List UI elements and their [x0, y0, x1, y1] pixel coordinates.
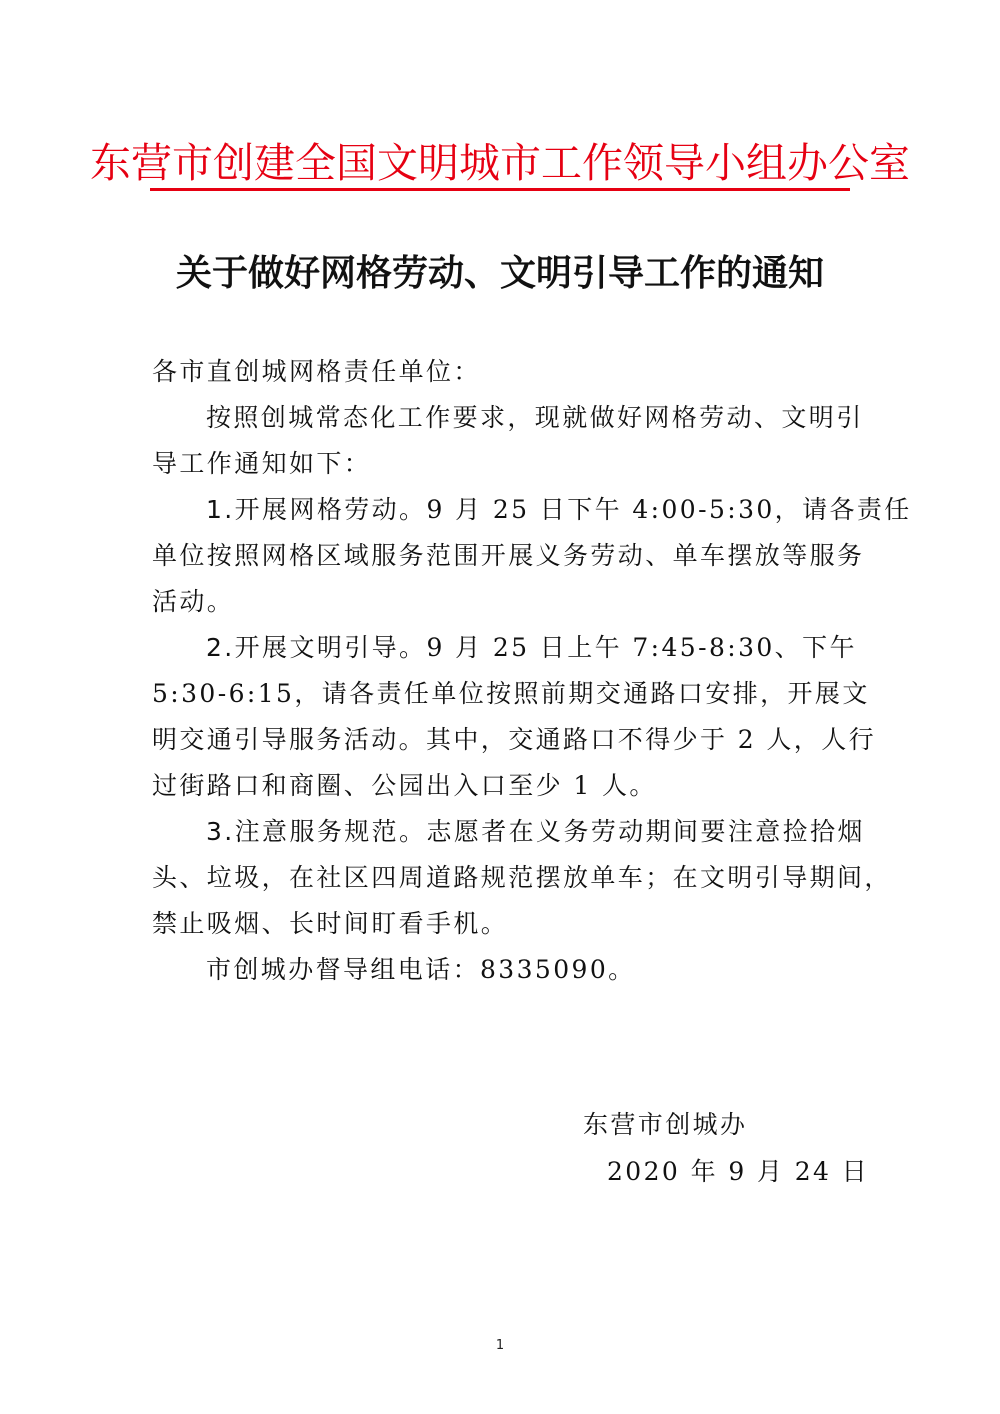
- issuing-office-header: 东营市创建全国文明城市工作领导小组办公室: [90, 139, 910, 187]
- item1-heading: 1.开展网格劳动。: [206, 495, 427, 524]
- item2-heading: 2.开展文明引导。: [206, 633, 427, 662]
- item3-line-1: [152, 809, 865, 855]
- item3-line-3: 禁止吸烟、长时间盯看手机。: [152, 909, 509, 938]
- contact-line: 市创城办督导组电话：8335090。: [206, 955, 636, 984]
- item2-line-3: 明交通引导服务活动。其中，交通路口不得少于 2 人，人行: [152, 725, 877, 754]
- item3-heading: 3.注意服务规范。: [206, 817, 427, 846]
- signature-date: 2020 年 9 月 24 日: [607, 1157, 870, 1186]
- item1-line-1: [152, 487, 912, 533]
- item3-line-2: 头、垃圾，在社区四周道路规范摆放单车；在文明引导期间，: [152, 863, 892, 892]
- salutation: 各市直创城网格责任单位：: [152, 357, 481, 386]
- item3-line-1-text: 志愿者在义务劳动期间要注意捡拾烟: [426, 817, 865, 846]
- item2-line-1: [152, 625, 857, 671]
- document-body: [152, 349, 912, 993]
- intro-line-1: 按照创城常态化工作要求，现就做好网格劳动、文明引: [206, 403, 864, 432]
- item2-line-1-text: 9 月 25 日上午 7:45-8:30、下午: [426, 633, 857, 662]
- item1-line-2: 单位按照网格区域服务范围开展义务劳动、单车摆放等服务: [152, 541, 865, 570]
- item2-line-4: 过街路口和商圈、公园出入口至少 1 人。: [152, 771, 657, 800]
- signature-organization: 东营市创城办: [583, 1110, 748, 1139]
- document-title: 关于做好网格劳动、文明引导工作的通知: [175, 252, 824, 294]
- header-red-rule: [150, 188, 850, 191]
- intro-line-2: 导工作通知如下：: [152, 449, 372, 478]
- item1-line-3: 活动。: [152, 587, 235, 616]
- item1-line-1-text: 9 月 25 日下午 4:00-5:30，请各责任: [426, 495, 912, 524]
- item2-line-2: 5:30-6:15，请各责任单位按照前期交通路口安排，开展文: [152, 679, 870, 708]
- page-number: 1: [495, 1338, 505, 1353]
